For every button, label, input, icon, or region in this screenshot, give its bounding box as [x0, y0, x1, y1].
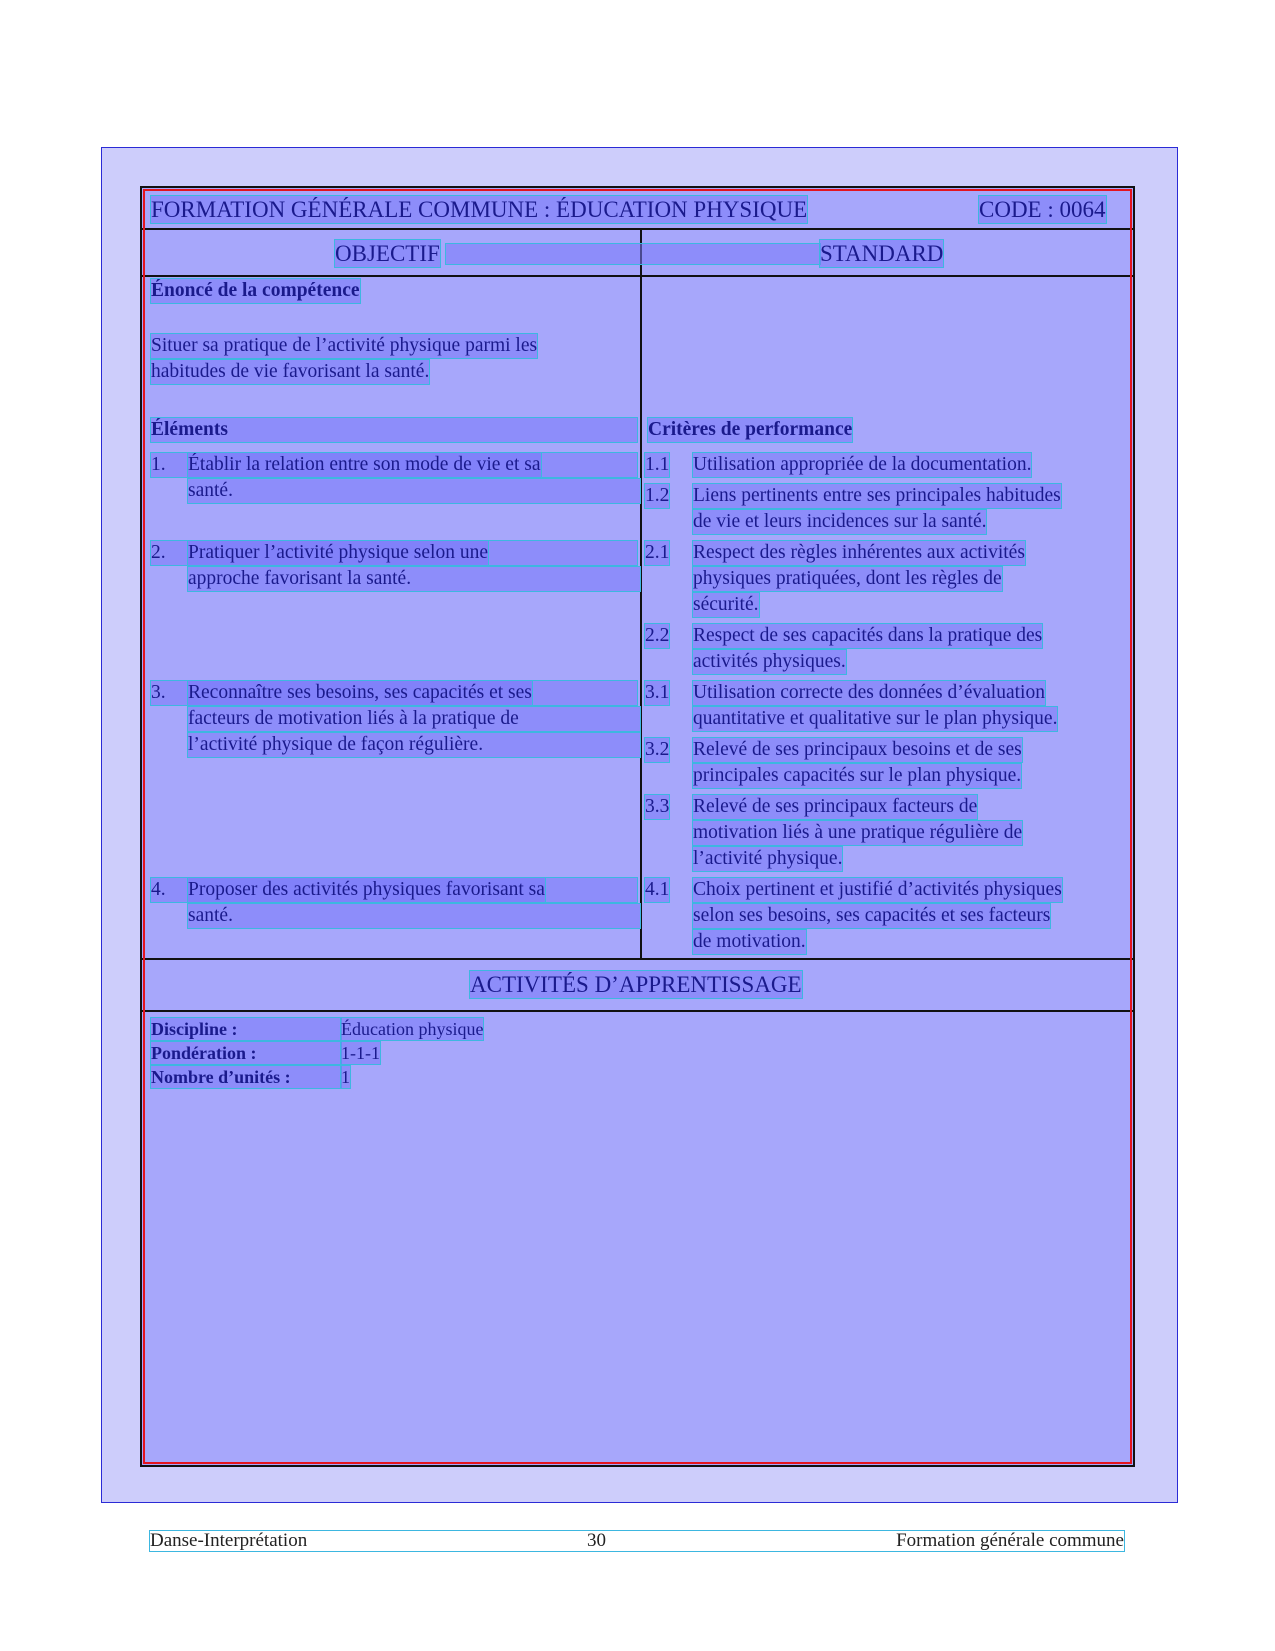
course-code: CODE : 0064	[979, 197, 1106, 222]
critere-text: Choix pertinent et justifié d’activités physiques	[693, 879, 1062, 900]
critere-text: quantitative et qualitative sur le plan physique.	[693, 708, 1058, 729]
critere-text: selon ses besoins, ses capacités et ses facteurs	[693, 905, 1051, 926]
page-footer	[150, 1531, 1124, 1551]
critere-number: 3.2	[645, 739, 670, 760]
elements-label: Éléments	[151, 418, 637, 442]
element-text: facteurs de motivation liés à la pratique de	[188, 707, 640, 731]
critere-text: motivation liés à une pratique régulière de	[693, 822, 1023, 843]
critere-text: activités physiques.	[693, 651, 846, 672]
row-divider	[141, 958, 1134, 960]
critere-text: physiques pratiquées, dont les règles de	[693, 568, 1002, 589]
row-divider	[141, 228, 1134, 230]
critere-text: Relevé de ses principaux besoins et de ses	[693, 739, 1022, 760]
element-number: 2.	[151, 541, 637, 565]
enonce-label: Énoncé de la compétence	[151, 280, 360, 301]
critere-text: Relevé de ses principaux facteurs de	[693, 796, 978, 817]
element-text: Proposer des activités physiques favorisant sa	[188, 879, 545, 900]
standard-header: STANDARD	[820, 241, 944, 266]
enonce-text: habitudes de vie favorisant la santé.	[151, 361, 430, 382]
critere-text: Respect des règles inhérentes aux activités	[693, 542, 1025, 563]
critere-text: Utilisation correcte des données d’évaluation	[693, 682, 1045, 703]
criteres-label: Critères de performance	[648, 419, 853, 440]
critere-text: sécurité.	[693, 594, 759, 615]
element-text: l’activité physique de façon régulière.	[188, 733, 640, 757]
critere-number: 3.1	[645, 682, 670, 703]
page-number: 30	[587, 1530, 606, 1551]
element-text: approche favorisant la santé.	[188, 567, 640, 591]
row-divider	[141, 275, 1134, 277]
enonce-text: Situer sa pratique de l’activité physique parmi les	[151, 335, 538, 356]
element-number: 4.	[151, 878, 637, 902]
element-text: santé.	[188, 904, 640, 928]
unites-value: 1	[341, 1067, 350, 1087]
element-text: santé.	[188, 479, 640, 503]
discipline-value: Éducation physique	[341, 1019, 484, 1039]
header-highlight-bar	[446, 244, 820, 264]
element-text: Reconnaître ses besoins, ses capacités et ses	[188, 682, 532, 703]
column-divider	[640, 229, 642, 959]
footer-left: Danse-Interprétation	[150, 1530, 308, 1551]
critere-number: 3.3	[645, 796, 670, 817]
critere-text: Utilisation appropriée de la documentation.	[693, 454, 1032, 475]
element-number: 1.	[151, 453, 637, 477]
activites-title: ACTIVITÉS D’APPRENTISSAGE	[470, 972, 802, 997]
ponderation-label: Pondération :	[151, 1042, 341, 1064]
element-text: Établir la relation entre son mode de vie et sa	[188, 454, 541, 475]
critere-text: l’activité physique.	[693, 848, 843, 869]
footer-right: Formation générale commune	[896, 1530, 1124, 1551]
ponderation-value: 1-1-1	[341, 1043, 380, 1063]
critere-number: 2.2	[645, 625, 670, 646]
critere-text: principales capacités sur le plan physique.	[693, 765, 1022, 786]
objectif-header: OBJECTIF	[335, 241, 440, 266]
critere-number: 1.2	[645, 485, 670, 506]
critere-number: 4.1	[645, 879, 670, 900]
critere-text: de motivation.	[693, 931, 806, 952]
row-divider	[141, 1010, 1134, 1012]
critere-text: de vie et leurs incidences sur la santé.	[693, 511, 987, 532]
element-text: Pratiquer l’activité physique selon une	[188, 542, 489, 563]
critere-text: Liens pertinents entre ses principales habitudes	[693, 485, 1061, 506]
discipline-label: Discipline :	[151, 1018, 341, 1040]
element-number: 3.	[151, 681, 637, 705]
critere-number: 1.1	[645, 454, 670, 475]
critere-number: 2.1	[645, 542, 670, 563]
critere-text: Respect de ses capacités dans la pratique des	[693, 625, 1043, 646]
table-title: FORMATION GÉNÉRALE COMMUNE : ÉDUCATION PHYSIQUE	[151, 197, 808, 222]
unites-label: Nombre d’unités :	[151, 1066, 341, 1088]
